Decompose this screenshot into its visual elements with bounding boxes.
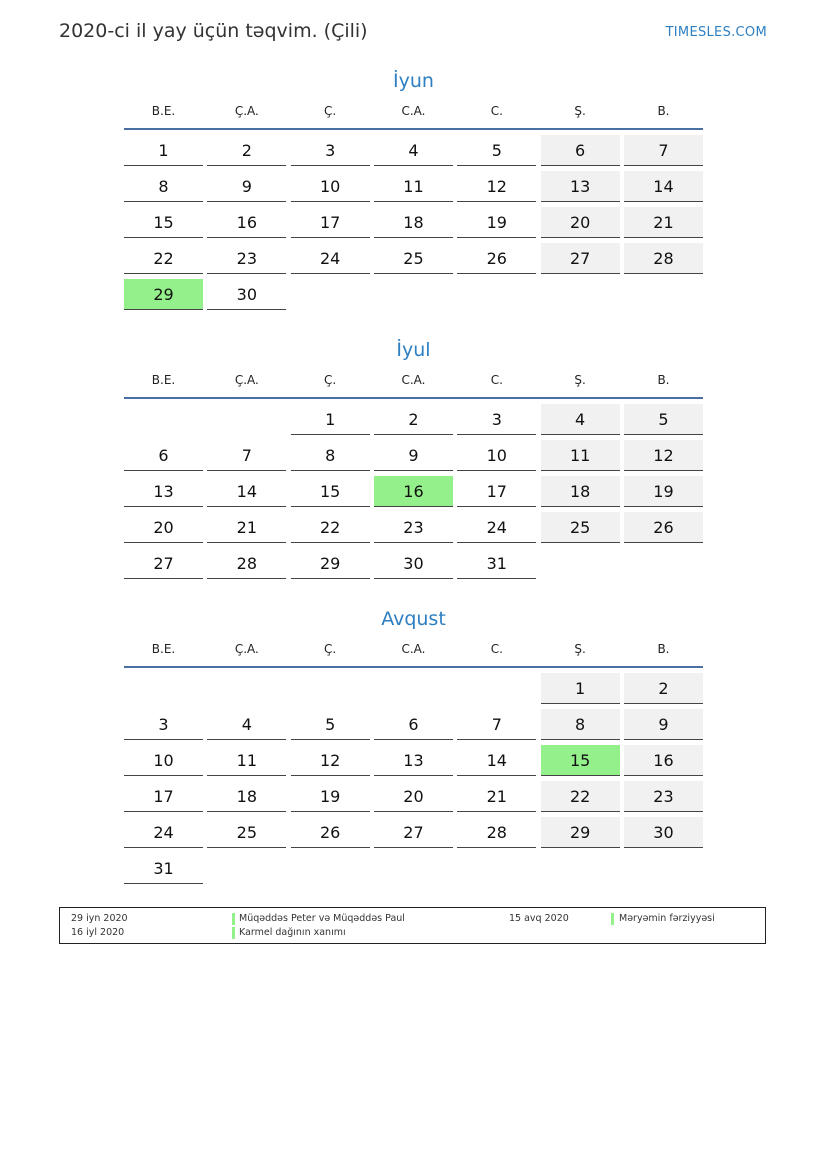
weekday-label: Ç.A. (234, 373, 259, 387)
legend-marker (232, 927, 235, 939)
empty-day-cell (124, 404, 203, 435)
day-cell: 21 (207, 512, 286, 543)
empty-day-cell (457, 673, 536, 704)
day-cell: 17 (457, 476, 536, 507)
legend-holiday-name: Müqəddəs Peter və Müqəddəs Paul (239, 913, 405, 924)
week-row (124, 745, 703, 776)
month-title: Avqust (381, 608, 446, 630)
empty-day-cell (124, 673, 203, 704)
day-cell: 13 (541, 171, 620, 202)
weekday-label: Ş. (574, 104, 586, 118)
day-cell: 30 (207, 279, 286, 310)
day-cell: 19 (624, 476, 703, 507)
day-cell: 23 (374, 512, 453, 543)
week-row (124, 673, 703, 704)
day-cell: 12 (457, 171, 536, 202)
weekday-label: B.E. (151, 373, 176, 387)
weekday-label: C.A. (401, 104, 426, 118)
day-cell: 12 (291, 745, 370, 776)
weekday-label: Ş. (574, 642, 586, 656)
page-title: 2020-ci il yay üçün təqvim. (Çili) (59, 20, 368, 42)
day-cell: 6 (124, 440, 203, 471)
day-grid (124, 673, 703, 884)
day-cell: 11 (541, 440, 620, 471)
day-cell: 14 (207, 476, 286, 507)
day-cell: 25 (207, 817, 286, 848)
day-cell: 15 (124, 207, 203, 238)
day-cell: 7 (457, 709, 536, 740)
weekday-label: Ç.A. (234, 642, 259, 656)
empty-day-cell (207, 673, 286, 704)
day-cell: 9 (624, 709, 703, 740)
day-cell: 23 (624, 781, 703, 812)
day-cell: 5 (624, 404, 703, 435)
week-row (124, 817, 703, 848)
empty-day-cell (374, 673, 453, 704)
day-cell: 30 (624, 817, 703, 848)
empty-day-cell (291, 279, 370, 310)
day-cell: 13 (374, 745, 453, 776)
day-cell: 16 (624, 745, 703, 776)
weekday-label: B. (657, 373, 670, 387)
weekday-label: B. (657, 642, 670, 656)
day-cell: 22 (124, 243, 203, 274)
day-cell: 18 (374, 207, 453, 238)
day-cell: 16 (207, 207, 286, 238)
empty-day-cell (207, 404, 286, 435)
weekday-label: B. (657, 104, 670, 118)
brand-link[interactable]: TIMESLES.COM (665, 25, 767, 40)
day-cell: 20 (124, 512, 203, 543)
day-cell: 13 (124, 476, 203, 507)
legend-marker (611, 913, 614, 925)
day-cell: 2 (207, 135, 286, 166)
day-cell: 15 (291, 476, 370, 507)
week-row (124, 440, 703, 471)
day-cell: 15 (541, 745, 620, 776)
day-cell: 29 (291, 548, 370, 579)
day-cell: 25 (541, 512, 620, 543)
day-cell: 1 (541, 673, 620, 704)
empty-day-cell (624, 279, 703, 310)
day-cell: 24 (291, 243, 370, 274)
empty-day-cell (541, 548, 620, 579)
empty-day-cell (457, 279, 536, 310)
weekday-label: Ç.A. (234, 104, 259, 118)
weekday-label: Ç. (324, 373, 337, 387)
day-cell: 19 (291, 781, 370, 812)
holiday-legend (59, 907, 766, 944)
day-cell: 2 (624, 673, 703, 704)
day-cell: 7 (207, 440, 286, 471)
day-cell: 1 (124, 135, 203, 166)
week-row (124, 548, 703, 579)
day-cell: 24 (124, 817, 203, 848)
day-cell: 4 (207, 709, 286, 740)
day-cell: 30 (374, 548, 453, 579)
weekday-header (124, 372, 703, 399)
day-cell: 19 (457, 207, 536, 238)
week-row (124, 476, 703, 507)
weekday-header (124, 103, 703, 130)
day-cell: 26 (291, 817, 370, 848)
weekday-header (124, 641, 703, 668)
weekday-label: C. (490, 373, 503, 387)
month-calendar (124, 68, 703, 315)
day-cell: 10 (291, 171, 370, 202)
weekday-label: C. (490, 104, 503, 118)
empty-day-cell (624, 853, 703, 884)
week-row (124, 709, 703, 740)
day-cell: 28 (457, 817, 536, 848)
day-cell: 21 (624, 207, 703, 238)
legend-date: 16 iyl 2020 (71, 927, 125, 938)
empty-day-cell (291, 853, 370, 884)
day-cell: 9 (374, 440, 453, 471)
day-cell: 9 (207, 171, 286, 202)
legend-holiday-name: Karmel dağının xanımı (239, 927, 346, 938)
legend-date: 15 avq 2020 (509, 913, 569, 924)
week-row (124, 404, 703, 435)
day-cell: 11 (207, 745, 286, 776)
empty-day-cell (457, 853, 536, 884)
weekday-label: C.A. (401, 373, 426, 387)
day-cell: 28 (624, 243, 703, 274)
day-cell: 17 (124, 781, 203, 812)
day-cell: 20 (374, 781, 453, 812)
week-row (124, 512, 703, 543)
week-row (124, 171, 703, 202)
day-cell: 5 (291, 709, 370, 740)
day-cell: 2 (374, 404, 453, 435)
empty-day-cell (541, 279, 620, 310)
day-cell: 28 (207, 548, 286, 579)
day-cell: 27 (374, 817, 453, 848)
day-cell: 31 (457, 548, 536, 579)
day-cell: 25 (374, 243, 453, 274)
day-cell: 17 (291, 207, 370, 238)
weekday-label: Ç. (324, 104, 337, 118)
empty-day-cell (541, 853, 620, 884)
empty-day-cell (374, 853, 453, 884)
day-cell: 26 (457, 243, 536, 274)
week-row (124, 853, 703, 884)
empty-day-cell (207, 853, 286, 884)
day-cell: 27 (541, 243, 620, 274)
weekday-label: C. (490, 642, 503, 656)
weekday-label: B.E. (151, 104, 176, 118)
day-cell: 12 (624, 440, 703, 471)
day-cell: 8 (541, 709, 620, 740)
day-cell: 11 (374, 171, 453, 202)
day-cell: 26 (624, 512, 703, 543)
empty-day-cell (291, 673, 370, 704)
day-cell: 10 (457, 440, 536, 471)
day-cell: 8 (291, 440, 370, 471)
day-cell: 6 (374, 709, 453, 740)
day-cell: 24 (457, 512, 536, 543)
day-cell: 27 (124, 548, 203, 579)
day-cell: 3 (124, 709, 203, 740)
week-row (124, 243, 703, 274)
day-grid (124, 404, 703, 579)
empty-day-cell (624, 548, 703, 579)
weekday-label: B.E. (151, 642, 176, 656)
day-cell: 18 (207, 781, 286, 812)
legend-holiday-name: Məryəmin fərziyyəsi (619, 913, 715, 924)
month-calendar (124, 337, 703, 584)
day-cell: 1 (291, 404, 370, 435)
day-cell: 8 (124, 171, 203, 202)
month-title: İyul (396, 339, 431, 361)
day-cell: 4 (541, 404, 620, 435)
day-cell: 21 (457, 781, 536, 812)
day-cell: 4 (374, 135, 453, 166)
day-grid (124, 135, 703, 310)
week-row (124, 279, 703, 310)
day-cell: 10 (124, 745, 203, 776)
legend-date: 29 iyn 2020 (71, 913, 128, 924)
day-cell: 18 (541, 476, 620, 507)
day-cell: 5 (457, 135, 536, 166)
weekday-label: C.A. (401, 642, 426, 656)
week-row (124, 781, 703, 812)
day-cell: 22 (291, 512, 370, 543)
day-cell: 3 (291, 135, 370, 166)
day-cell: 29 (541, 817, 620, 848)
month-title: İyun (393, 70, 434, 92)
day-cell: 29 (124, 279, 203, 310)
day-cell: 16 (374, 476, 453, 507)
weekday-label: Ç. (324, 642, 337, 656)
day-cell: 22 (541, 781, 620, 812)
day-cell: 7 (624, 135, 703, 166)
day-cell: 14 (624, 171, 703, 202)
day-cell: 20 (541, 207, 620, 238)
day-cell: 14 (457, 745, 536, 776)
empty-day-cell (374, 279, 453, 310)
day-cell: 6 (541, 135, 620, 166)
legend-marker (232, 913, 235, 925)
day-cell: 3 (457, 404, 536, 435)
weekday-label: Ş. (574, 373, 586, 387)
day-cell: 31 (124, 853, 203, 884)
day-cell: 23 (207, 243, 286, 274)
month-calendar (124, 606, 703, 889)
week-row (124, 207, 703, 238)
week-row (124, 135, 703, 166)
